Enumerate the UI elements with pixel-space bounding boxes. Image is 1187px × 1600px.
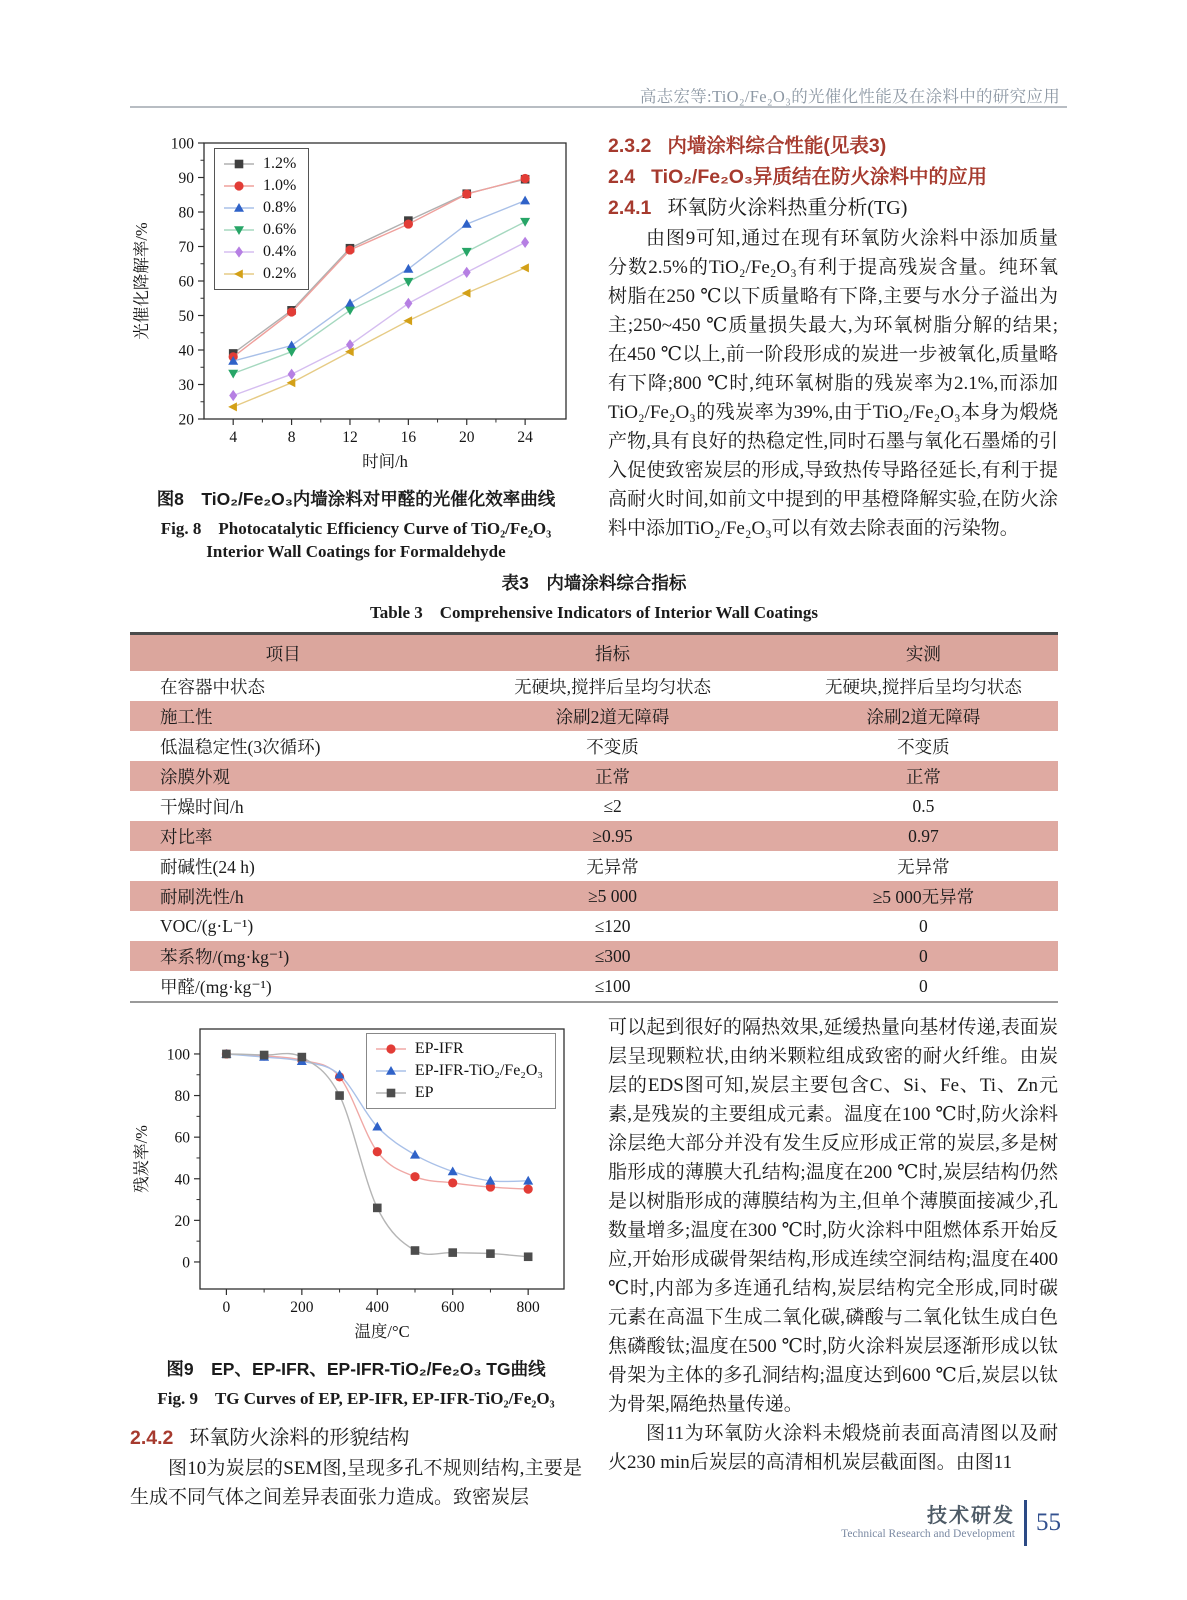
table-row [130,821,1058,851]
legend-label: 0.4% [263,243,297,260]
table-cell: 正常 [905,766,941,787]
figure8-chart [130,131,582,480]
table-row [130,791,1058,821]
table-row [130,731,1058,761]
paragraph-char-insulation: 可以起到很好的隔热效果,延缓热量向基材传递,表面炭层呈现颗粒状,由纳米颗粒组成致密的耐火纤维。由炭层的EDS图可知,炭层主要包含C、Si、Fe、Ti、Zn元素,是残炭的主要组成元素。温度在100 ℃时,防火涂料涂层绝大部分并没有发生反应形成正常的炭层,多是树脂形成的薄膜大孔结构;温度在200 ℃时,炭层结构仍然是以树脂形成的薄膜结构为主,但单个薄膜面接减少,孔数量增多;温度在300 ℃时,防火涂料中阻燃体系开始反应,开始形成碳骨架结构,形成连续空洞结构;温度在400 ℃时,内部为多连通孔结构,炭层结构完全形成,同时碳元素在高温下生成二氧化碳,磷酸与二氧化钛生成白色焦磷酸钛;温度在500 ℃时,防火涂料炭层逐渐形成以钛骨架为主体的多孔洞结构;温度达到600 ℃后,炭层以钛为骨架,隔绝热量传递。 [608,1017,1058,1415]
figure9-chart [130,1013,582,1350]
table-cell: 耐刷洗性/h [160,886,244,907]
fig8-legend [214,148,309,290]
section-title: 内墙涂料综合性能(见表3) [667,135,887,157]
svg-text:50: 50 [178,308,194,325]
table-cell: 在容器中状态 [160,676,265,697]
table-cell: 不变质 [897,736,950,757]
svg-text:40: 40 [174,1171,190,1189]
table-row [130,881,1058,911]
table-cell: 无异常 [897,856,950,877]
legend-item [374,1060,543,1082]
bottom-right-column [608,1013,1058,1477]
table-cell: 0 [919,945,928,966]
svg-text:100: 100 [170,135,194,153]
footer-section-en: Technical Research and Development [841,1527,1015,1540]
table-cell: 0.97 [908,825,939,846]
legend-item [374,1038,543,1060]
table-cell: 正常 [595,766,631,787]
y-axis [167,1046,200,1271]
table-row [130,911,1058,941]
figure8-caption-en-1: Fig. 8 Photocatalytic Efficiency Curve of TiO₂/Fe₂O₃ [160,519,552,538]
table-row [130,941,1058,971]
table-cell: ≥5 000无异常 [872,886,975,907]
section-number: 2.4 [608,166,636,188]
paragraph-sem-morphology: 图10为炭层的SEM图,呈现多孔不规则结构,主要是生成不同气体之间差异表面张力造成。致密炭层 [130,1458,582,1508]
legend-marker-icon [222,267,256,281]
table-cell: ≤100 [594,975,631,996]
legend-item [222,219,296,241]
legend-marker-icon [374,1042,408,1056]
section-title: 环氧防火涂料的形貌结构 [189,1427,410,1449]
table-row [130,761,1058,791]
svg-text:4: 4 [229,429,238,446]
table-row [130,851,1058,881]
svg-text:80: 80 [178,204,194,222]
svg-text:0: 0 [182,1254,190,1272]
svg-text:400: 400 [365,1299,389,1316]
legend-item [222,241,296,263]
svg-text:200: 200 [290,1299,314,1316]
svg-text:20: 20 [174,1212,190,1230]
table-cell: 涂刷2道无障碍 [866,706,981,727]
legend-marker-icon [222,223,256,237]
figure8-caption-cn: 图8 TiO₂/Fe₂O₃内墙涂料对甲醛的光催化效率曲线 [156,489,556,509]
svg-text:600: 600 [441,1299,465,1316]
footer-divider [1024,1500,1027,1546]
legend-label: 0.8% [263,199,297,216]
legend-item [374,1082,543,1104]
table-cell: 对比率 [160,826,213,847]
footer-section-cn: 技术研发 [927,1504,1015,1527]
table-row [130,701,1058,731]
legend-label: 0.6% [263,221,297,238]
svg-text:20: 20 [178,411,194,429]
page-number: 55 [1036,1509,1061,1536]
section-title: 环氧防火涂料热重分析(TG) [667,197,908,219]
svg-text:60: 60 [178,273,194,291]
y-axis-label: 残炭率/% [132,1125,151,1193]
table-cell: 0.5 [912,795,935,816]
legend-marker-icon [374,1086,408,1100]
header-rule [130,106,1067,108]
svg-text:70: 70 [178,239,194,256]
legend-marker-icon [374,1064,408,1078]
table-row [130,971,1058,1002]
legend-marker-icon [222,201,256,215]
fig9-legend [366,1033,556,1109]
table3-title-cn: 表3 内墙涂料综合指标 [501,573,687,593]
x-axis-label: 时间/h [362,452,408,471]
legend-item [222,197,296,219]
table-cell: 0 [919,975,928,996]
table-cell: ≤300 [594,945,631,966]
table-cell: VOC/(g·L⁻¹) [160,915,254,936]
bottom-left-column [130,1013,582,1512]
table3-title-en: Table 3 Comprehensive Indicators of Interior Wall Coatings [369,603,818,622]
legend-label: 1.2% [263,155,297,172]
top-columns [130,131,1058,562]
table-cell: 涂刷2道无障碍 [555,706,670,727]
svg-text:16: 16 [400,429,417,446]
table-cell: 苯系物/(mg·kg⁻¹) [160,946,290,967]
svg-text:90: 90 [178,170,194,187]
fig8-canvas [130,131,582,475]
table3-header-cell: 项目 [265,643,301,664]
x-axis-label: 温度/°C [354,1322,410,1341]
table3-header-row [130,634,1058,672]
figure9-caption-cn: 图9 EP、EP-IFR、EP-IFR-TiO₂/Fe₂O₃ TG曲线 [166,1359,546,1379]
bottom-columns [130,1013,1058,1512]
footer-section [841,1505,1015,1542]
section-title: TiO₂/Fe₂O₃异质结在防火涂料中的应用 [651,166,987,188]
section-2-4-2 [130,1423,582,1454]
table3-head [130,634,1058,672]
table3-block [130,570,1058,1003]
table-cell: 涂膜外观 [160,766,230,787]
figure9-caption-en: Fig. 9 TG Curves of EP, EP-IFR, EP-IFR-TiO₂/Fe₂O₃ [157,1389,555,1408]
table-cell: 不变质 [586,736,639,757]
running-head: 高志宏等:TiO₂/Fe₂O₃的光催化性能及在涂料中的研究应用 [639,87,1060,106]
top-right-column [608,131,1058,543]
table-cell: 干燥时间/h [160,796,244,817]
y-axis-label: 光催化降解率/% [132,222,151,340]
table-cell: ≤120 [594,915,631,936]
table-cell: 耐碱性(24 h) [160,856,255,877]
table3-header-cell: 指标 [595,643,631,664]
paragraph-thermal-analysis: 由图9可知,通过在现有环氧防火涂料中添加质量分数2.5%的TiO₂/Fe₂O₃有利于提高残炭含量。纯环氧树脂在250 ℃以下质量略有下降,主要与水分子溢出为主;250~450 ℃质量损失最大,为环氧树脂分解的结果;在450 ℃以上,前一阶段形成的炭进一步被氧化,质量略有下降;800 ℃时,纯环氧树脂的残炭率为2.1%,而添加TiO₂/Fe₂O₃的残炭率为39%,由于TiO₂/Fe₂O₃本身为煅烧产物,具有良好的热稳定性,同时石墨与氧化石墨烯的引入促使致密炭层的形成,导致热传导路径延长,有利于提高耐火时间,如前文中提到的甲基橙降解实验,在防火涂料中添加TiO₂/Fe₂O₃可以有效去除表面的污染物。 [608,228,1058,539]
svg-text:800: 800 [516,1299,540,1316]
table-cell: 低温稳定性(3次循环) [160,736,321,757]
section-2-4-1 [608,193,1058,224]
legend-label: 1.0% [263,177,297,194]
svg-text:40: 40 [178,342,194,360]
legend-item [222,263,296,285]
svg-text:8: 8 [287,429,296,446]
legend-item [222,153,296,175]
svg-text:60: 60 [174,1129,190,1147]
table-cell: ≥0.95 [592,825,633,846]
table-cell: 无硬块,搅拌后呈均匀状态 [514,676,711,697]
table-cell: 无硬块,搅拌后呈均匀状态 [824,676,1022,697]
legend-label: 0.2% [263,265,297,282]
svg-text:30: 30 [178,377,194,394]
svg-text:12: 12 [342,429,358,446]
svg-text:100: 100 [166,1046,190,1064]
table-cell: 施工性 [160,706,213,727]
svg-text:24: 24 [517,429,533,446]
legend-label: EP-IFR-TiO₂/Fe₂O₃ [414,1062,543,1079]
x-axis [229,419,533,446]
page-footer [841,1500,1061,1546]
table3 [130,632,1058,1003]
svg-text:80: 80 [174,1088,190,1106]
y-axis [171,136,204,429]
legend-label: EP-IFR [414,1040,464,1057]
table3-header-cell: 实测 [905,643,941,664]
top-left-column [130,131,582,562]
page-content [130,131,1058,1512]
svg-text:20: 20 [458,429,475,446]
legend-marker-icon [222,179,256,193]
section-2-4 [608,162,1058,193]
section-number: 2.4.1 [608,197,652,219]
svg-text:0: 0 [222,1299,231,1316]
table-cell: ≥5 000 [588,885,638,906]
x-axis [223,1289,541,1316]
table-cell: 0 [919,915,928,936]
legend-marker-icon [222,245,256,259]
paragraph-fig11-intro: 图11为环氧防火涂料未煅烧前表面高清图以及耐火230 min后炭层的高清相机炭层截面图。由图11 [608,1423,1058,1473]
section-number: 2.4.2 [130,1427,174,1449]
section-2-3-2 [608,131,1058,162]
table-row [130,671,1058,701]
legend-item [222,175,296,197]
legend-label: EP [414,1084,434,1101]
section-number: 2.3.2 [608,135,652,157]
figure8-caption-en-2: Interior Wall Coatings for Formaldehyde [206,542,506,561]
table-cell: 无异常 [586,856,639,877]
table-cell: 甲醛/(mg·kg⁻¹) [160,976,272,997]
legend-marker-icon [222,157,256,171]
table3-body [130,671,1058,1002]
table-cell: ≤2 [603,795,622,816]
